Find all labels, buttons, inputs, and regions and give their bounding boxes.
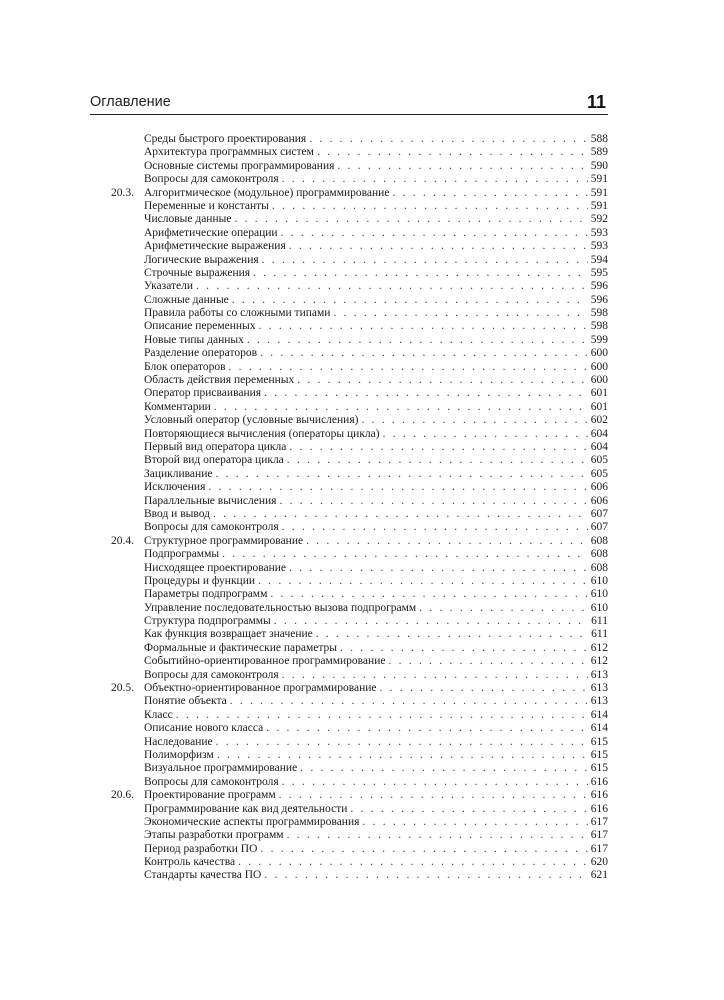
toc-entry-line — [144, 508, 608, 521]
dot-leader — [230, 695, 588, 708]
toc-entry-title: Описание переменных — [144, 320, 256, 333]
dot-leader — [392, 187, 587, 200]
toc-entry — [90, 441, 608, 454]
dot-leader — [238, 856, 588, 869]
toc-entry-page: 607 — [590, 507, 608, 520]
toc-entry-page: 615 — [590, 762, 608, 775]
toc-entry-line — [144, 294, 608, 307]
toc-entry-title: Структура подпрограммы — [144, 615, 271, 628]
toc-entry-title: Контроль качества — [144, 856, 236, 869]
toc-entry-page: 621 — [590, 869, 608, 882]
dot-leader — [362, 816, 587, 829]
toc-entry-page: 600 — [590, 374, 608, 387]
toc-entry-line — [144, 762, 608, 775]
toc-entry-title: Стандарты качества ПО — [144, 869, 262, 882]
toc-entry-page: 605 — [590, 467, 608, 480]
toc-entry — [90, 562, 608, 575]
toc-entry — [90, 481, 608, 494]
toc-entry-page: 608 — [590, 534, 608, 547]
toc-entry-page: 601 — [590, 387, 608, 400]
toc-entry-title: Ввод и вывод — [144, 507, 210, 520]
toc-entry-line — [144, 320, 608, 333]
dot-leader — [282, 669, 588, 682]
toc-entry-title: Понятие объекта — [144, 695, 227, 708]
toc-entry-page: 595 — [590, 266, 608, 279]
toc-entry — [90, 320, 608, 333]
toc-entry-page: 616 — [590, 775, 608, 788]
toc-entry-line — [144, 736, 608, 749]
dot-leader — [419, 602, 588, 615]
dot-leader — [361, 414, 587, 427]
toc-entry-line — [144, 227, 608, 240]
toc-entry — [90, 454, 608, 467]
dot-leader — [232, 294, 588, 307]
toc-entry-title: Основные системы программирования — [144, 159, 335, 172]
dot-leader — [350, 803, 587, 816]
toc-entry-page: 594 — [590, 253, 608, 266]
toc-entry-line — [144, 495, 608, 508]
toc-entry — [90, 387, 608, 400]
toc-entry-line — [144, 655, 608, 668]
toc-entry-title: Параллельные вычисления — [144, 494, 277, 507]
toc-entry-line — [144, 722, 608, 735]
toc-entry-line — [144, 481, 608, 494]
toc-entry-title: Разделение операторов — [144, 347, 258, 360]
toc-entry — [90, 508, 608, 521]
toc-entry — [90, 414, 608, 427]
toc-entry-page: 592 — [590, 213, 608, 226]
toc-entry — [90, 535, 608, 548]
toc-entry-line — [144, 307, 608, 320]
toc-entry — [90, 803, 608, 816]
toc-entry — [90, 709, 608, 722]
toc-entry-title: Описание нового класса — [144, 722, 264, 735]
toc-entry-page: 591 — [590, 173, 608, 186]
toc-entry-page: 600 — [590, 360, 608, 373]
toc-entry-page: 591 — [590, 199, 608, 212]
toc-entry-title: Как функция возвращает значение — [144, 628, 313, 641]
toc-entry-title: Оператор присваивания — [144, 387, 262, 400]
toc-entry-page: 613 — [590, 695, 608, 708]
toc-entry-page: 606 — [590, 494, 608, 507]
toc-entry — [90, 682, 608, 695]
section-number: 20.3. — [111, 186, 134, 199]
dot-leader — [297, 374, 588, 387]
toc-entry-page: 615 — [590, 748, 608, 761]
toc-entry-title: Арифметические операции — [144, 226, 278, 239]
toc-entry-page: 593 — [590, 226, 608, 239]
page-header — [90, 90, 608, 115]
dot-leader — [282, 173, 588, 186]
toc-entry-line — [144, 642, 608, 655]
toc-entry-title: Числовые данные — [144, 213, 232, 226]
toc-entry-line — [144, 254, 608, 267]
dot-leader — [289, 441, 587, 454]
toc-entry — [90, 869, 608, 882]
toc-entry-line — [144, 454, 608, 467]
toc-entry-title: Зацикливание — [144, 467, 213, 480]
toc-entry — [90, 669, 608, 682]
toc-entry-title: Комментарии — [144, 400, 211, 413]
toc-entry — [90, 856, 608, 869]
toc-entry-title: Повторяющиеся вычисления (операторы цикла) — [144, 427, 380, 440]
toc-entry-page: 612 — [590, 655, 608, 668]
toc-entry-line — [144, 361, 608, 374]
toc-entry — [90, 628, 608, 641]
toc-entry-title: Исключения — [144, 481, 206, 494]
toc-entry-page: 611 — [591, 615, 608, 628]
toc-entry-page: 615 — [590, 735, 608, 748]
table-of-contents — [90, 133, 608, 883]
toc-entry-page: 608 — [590, 561, 608, 574]
toc-entry-line — [144, 133, 608, 146]
dot-leader — [289, 240, 588, 253]
toc-entry-page: 613 — [590, 682, 608, 695]
toc-entry-title: Период разработки ПО — [144, 842, 258, 855]
dot-leader — [282, 776, 588, 789]
dot-leader — [316, 628, 588, 641]
toc-entry — [90, 307, 608, 320]
dot-leader — [383, 428, 588, 441]
toc-entry-page: 610 — [590, 588, 608, 601]
dot-leader — [215, 468, 587, 481]
toc-entry-title: Первый вид оператора цикла — [144, 440, 287, 453]
dot-leader — [306, 535, 588, 548]
toc-entry-page: 612 — [590, 641, 608, 654]
toc-entry-title: Процедуры и функции — [144, 574, 256, 587]
toc-entry-title: Наследование — [144, 735, 213, 748]
toc-entry-line — [144, 468, 608, 481]
toc-entry-line — [144, 240, 608, 253]
toc-entry-line — [144, 146, 608, 159]
toc-entry-line — [144, 695, 608, 708]
dot-leader — [247, 334, 588, 347]
dot-leader — [176, 709, 588, 722]
toc-entry-page: 596 — [590, 293, 608, 306]
toc-entry-line — [144, 829, 608, 842]
toc-entry — [90, 240, 608, 253]
toc-entry-page: 607 — [590, 521, 608, 534]
toc-entry — [90, 428, 608, 441]
toc-entry-title: Этапы разработки программ — [144, 829, 284, 842]
toc-entry-page: 593 — [590, 240, 608, 253]
toc-entry-title: Подпрограммы — [144, 548, 220, 561]
dot-leader — [253, 267, 588, 280]
dot-leader — [213, 508, 588, 521]
toc-entry — [90, 294, 608, 307]
toc-entry — [90, 776, 608, 789]
toc-entry-page: 610 — [590, 601, 608, 614]
dot-leader — [234, 213, 587, 226]
dot-leader — [279, 789, 588, 802]
toc-entry — [90, 789, 608, 802]
toc-entry-line — [144, 776, 608, 789]
toc-entry-line — [144, 709, 608, 722]
toc-entry-title: Арифметические выражения — [144, 240, 286, 253]
toc-entry — [90, 736, 608, 749]
toc-entry-page: 620 — [590, 856, 608, 869]
toc-entry-line — [144, 856, 608, 869]
page-number: 11 — [586, 92, 606, 112]
dot-leader — [380, 682, 588, 695]
toc-entry-page: 601 — [590, 400, 608, 413]
dot-leader — [229, 361, 588, 374]
toc-entry — [90, 227, 608, 240]
dot-leader — [337, 160, 587, 173]
toc-entry — [90, 254, 608, 267]
dot-leader — [264, 869, 587, 882]
toc-entry-line — [144, 160, 608, 173]
toc-entry — [90, 722, 608, 735]
toc-entry-page: 614 — [590, 722, 608, 735]
dot-leader — [289, 562, 588, 575]
toc-entry — [90, 347, 608, 360]
toc-entry-page: 598 — [590, 320, 608, 333]
toc-entry-line — [144, 816, 608, 829]
toc-entry-title: Класс — [144, 708, 173, 721]
dot-leader — [309, 133, 588, 146]
toc-entry-title: Структурное программирование — [144, 534, 304, 547]
section-number: 20.5. — [111, 682, 134, 695]
toc-entry — [90, 374, 608, 387]
section-number: 20.6. — [111, 789, 134, 802]
toc-entry-line — [144, 521, 608, 534]
dot-leader — [260, 843, 587, 856]
toc-entry-line — [144, 347, 608, 360]
toc-entry-title: Визуальное программирование — [144, 762, 298, 775]
section-number: 20.4. — [111, 534, 134, 547]
toc-entry-line — [144, 414, 608, 427]
toc-entry-line — [144, 334, 608, 347]
toc-entry — [90, 695, 608, 708]
toc-entry-title: Блок операторов — [144, 360, 226, 373]
toc-entry-page: 604 — [590, 427, 608, 440]
dot-leader — [287, 454, 588, 467]
toc-entry — [90, 401, 608, 414]
dot-leader — [262, 254, 588, 267]
toc-entry-page: 617 — [590, 829, 608, 842]
toc-entry — [90, 588, 608, 601]
toc-entry — [90, 642, 608, 655]
toc-entry — [90, 160, 608, 173]
toc-entry-title: Логические выражения — [144, 253, 259, 266]
toc-entry — [90, 133, 608, 146]
toc-entry-page: 617 — [590, 815, 608, 828]
toc-entry — [90, 655, 608, 668]
toc-entry-page: 596 — [590, 280, 608, 293]
toc-entry-title: Управление последовательностью вызова подпрограмм — [144, 601, 417, 614]
toc-entry-title: Среды быстрого проектирования — [144, 133, 307, 145]
dot-leader — [287, 829, 588, 842]
toc-entry-page: 599 — [590, 333, 608, 346]
toc-entry-page: 613 — [590, 668, 608, 681]
dot-leader — [208, 481, 587, 494]
toc-entry-line — [144, 669, 608, 682]
toc-entry-line — [144, 869, 608, 882]
toc-entry — [90, 468, 608, 481]
toc-entry-line — [144, 173, 608, 186]
toc-entry-page: 610 — [590, 574, 608, 587]
toc-entry — [90, 829, 608, 842]
dot-leader — [300, 762, 588, 775]
toc-entry-title: Нисходящее проектирование — [144, 561, 287, 574]
dot-leader — [317, 146, 588, 159]
toc-entry — [90, 548, 608, 561]
toc-entry — [90, 575, 608, 588]
toc-entry-title: Архитектура программных систем — [144, 146, 314, 159]
toc-entry — [90, 749, 608, 762]
toc-entry-title: Событийно-ориентированное программирование — [144, 655, 386, 668]
toc-entry-page: 616 — [590, 789, 608, 802]
toc-entry-title: Объектно-ориентированное программирование — [144, 682, 377, 695]
toc-entry-line — [144, 749, 608, 762]
toc-entry-title: Второй вид оператора цикла — [144, 454, 284, 467]
toc-entry — [90, 146, 608, 159]
dot-leader — [222, 548, 588, 561]
toc-entry — [90, 521, 608, 534]
toc-entry-title: Вопросы для самоконтроля — [144, 668, 279, 681]
toc-entry-page: 605 — [590, 454, 608, 467]
dot-leader — [388, 655, 587, 668]
toc-entry — [90, 267, 608, 280]
dot-leader — [333, 307, 587, 320]
toc-entry-page: 598 — [590, 307, 608, 320]
dot-leader — [264, 387, 588, 400]
toc-entry — [90, 495, 608, 508]
toc-entry-page: 591 — [590, 186, 608, 199]
toc-entry-line — [144, 187, 608, 200]
toc-entry-line — [144, 428, 608, 441]
toc-entry — [90, 361, 608, 374]
toc-entry-title: Новые типы данных — [144, 333, 244, 346]
toc-entry-line — [144, 615, 608, 628]
toc-entry-page: 589 — [590, 146, 608, 159]
dot-leader — [259, 320, 588, 333]
toc-entry-page: 588 — [590, 133, 608, 145]
toc-entry-title: Сложные данные — [144, 293, 229, 306]
dot-leader — [266, 722, 588, 735]
toc-entry-page: 600 — [590, 347, 608, 360]
toc-entry-line — [144, 280, 608, 293]
toc-entry-title: Условный оператор (условные вычисления) — [144, 414, 359, 427]
toc-entry — [90, 200, 608, 213]
toc-entry-line — [144, 682, 608, 695]
toc-entry — [90, 816, 608, 829]
toc-entry-title: Формальные и фактические параметры — [144, 641, 337, 654]
toc-entry-title: Правила работы со сложными типами — [144, 307, 331, 320]
toc-entry — [90, 280, 608, 293]
dot-leader — [274, 615, 588, 628]
running-title: Оглавление — [90, 94, 171, 110]
toc-entry-line — [144, 374, 608, 387]
toc-entry-line — [144, 401, 608, 414]
toc-entry-line — [144, 562, 608, 575]
dot-leader — [217, 749, 588, 762]
toc-entry-title: Программирование как вид деятельности — [144, 802, 348, 815]
toc-entry — [90, 843, 608, 856]
toc-entry-title: Строчные выражения — [144, 266, 251, 279]
toc-entry-page: 616 — [590, 802, 608, 815]
toc-entry-page: 608 — [590, 548, 608, 561]
toc-entry-title: Полиморфизм — [144, 748, 214, 761]
toc-entry-line — [144, 575, 608, 588]
toc-entry-line — [144, 387, 608, 400]
dot-leader — [216, 736, 588, 749]
toc-entry-line — [144, 267, 608, 280]
dot-leader — [282, 521, 588, 534]
toc-entry-page: 614 — [590, 708, 608, 721]
toc-entry-page: 617 — [590, 842, 608, 855]
toc-entry — [90, 187, 608, 200]
toc-entry-title: Экономические аспекты программирования — [144, 815, 360, 828]
toc-entry-page: 602 — [590, 414, 608, 427]
toc-entry-page: 590 — [590, 159, 608, 172]
dot-leader — [279, 495, 587, 508]
toc-entry-title: Указатели — [144, 280, 194, 293]
toc-entry-line — [144, 628, 608, 641]
toc-entry — [90, 213, 608, 226]
toc-entry-page: 611 — [591, 628, 608, 641]
dot-leader — [270, 588, 587, 601]
dot-leader — [196, 280, 588, 293]
toc-entry-title: Вопросы для самоконтроля — [144, 173, 279, 186]
toc-entry-line — [144, 588, 608, 601]
dot-leader — [258, 575, 588, 588]
toc-entry-line — [144, 602, 608, 615]
toc-entry-title: Проектирование программ — [144, 789, 276, 802]
toc-entry-title: Вопросы для самоконтроля — [144, 521, 279, 534]
toc-entry-title: Переменные и константы — [144, 199, 269, 212]
toc-entry — [90, 173, 608, 186]
toc-entry-title: Алгоритмическое (модульное) программирование — [144, 186, 390, 199]
toc-entry-line — [144, 213, 608, 226]
toc-entry-page: 606 — [590, 481, 608, 494]
toc-entry-title: Параметры подпрограмм — [144, 588, 268, 601]
toc-entry-line — [144, 535, 608, 548]
dot-leader — [340, 642, 588, 655]
dot-leader — [281, 227, 588, 240]
toc-entry-line — [144, 200, 608, 213]
toc-entry-title: Область действия переменных — [144, 374, 295, 387]
dot-leader — [214, 401, 588, 414]
toc-entry — [90, 762, 608, 775]
toc-entry-page: 604 — [590, 440, 608, 453]
toc-entry-line — [144, 789, 608, 802]
toc-entry — [90, 334, 608, 347]
toc-entry — [90, 615, 608, 628]
dot-leader — [272, 200, 588, 213]
toc-entry — [90, 602, 608, 615]
toc-entry-title: Вопросы для самоконтроля — [144, 775, 279, 788]
dot-leader — [260, 347, 588, 360]
toc-entry-line — [144, 803, 608, 816]
toc-entry-line — [144, 843, 608, 856]
toc-entry-line — [144, 441, 608, 454]
toc-entry-line — [144, 548, 608, 561]
